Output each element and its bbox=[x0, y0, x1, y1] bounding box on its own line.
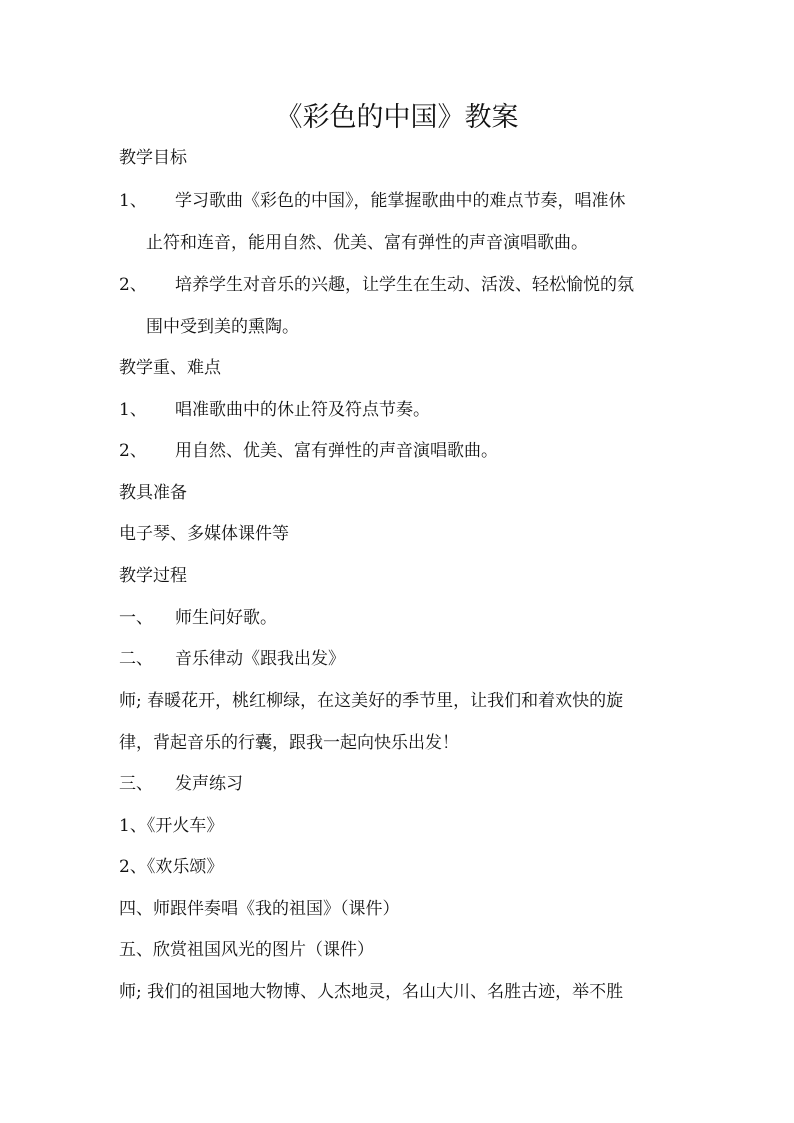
objective-1 bbox=[119, 189, 626, 213]
exercise-2: 2、《欢乐颂》 bbox=[119, 857, 224, 877]
step-2-number: 二、 bbox=[119, 649, 153, 669]
teacher-speech-1-line-1: 师; 春暖花开，桃红柳绿，在这美好的季节里，让我们和着欢快的旋 bbox=[119, 691, 624, 711]
objective-2-text: 培养学生对音乐的兴趣，让学生在生动、活泼、轻松愉悦的氛 bbox=[175, 275, 634, 295]
step-2 bbox=[119, 647, 345, 671]
keypoint-2-text: 用自然、优美、富有弹性的声音演唱歌曲。 bbox=[175, 441, 498, 461]
exercise-1: 1、《开火车》 bbox=[119, 816, 224, 836]
keypoint-2 bbox=[119, 439, 498, 463]
teacher-speech-1-line-2: 律，背起音乐的行囊，跟我一起向快乐出发！ bbox=[119, 733, 459, 753]
tools-heading: 教具准备 bbox=[119, 483, 187, 503]
step-1-number: 一、 bbox=[119, 608, 153, 628]
step-3-text: 发声练习 bbox=[175, 774, 243, 794]
document-title: 《彩色的中国》教案 bbox=[275, 102, 519, 133]
objective-2-number: 2、 bbox=[119, 275, 147, 295]
objective-2-continuation: 围中受到美的熏陶。 bbox=[146, 317, 299, 337]
process-heading: 教学过程 bbox=[119, 566, 187, 586]
keypoints-heading: 教学重、难点 bbox=[119, 358, 221, 378]
keypoint-1-number: 1、 bbox=[119, 400, 147, 420]
keypoint-2-number: 2、 bbox=[119, 441, 147, 461]
objective-1-text: 学习歌曲《彩色的中国》，能掌握歌曲中的难点节奏，唱准休 bbox=[175, 191, 626, 211]
objective-1-continuation: 止符和连音，能用自然、优美、富有弹性的声音演唱歌曲。 bbox=[146, 233, 588, 253]
step-5: 五、欣赏祖国风光的图片（课件） bbox=[119, 940, 374, 960]
objective-2 bbox=[119, 273, 634, 297]
objectives-heading: 教学目标 bbox=[119, 148, 187, 168]
teacher-speech-2-line-1: 师; 我们的祖国地大物博、人杰地灵，名山大川、名胜古迹，举不胜 bbox=[119, 982, 624, 1002]
step-2-text: 音乐律动《跟我出发》 bbox=[175, 649, 345, 669]
step-4: 四、师跟伴奏唱《我的祖国》（课件） bbox=[119, 899, 400, 919]
step-1 bbox=[119, 606, 277, 630]
keypoint-1 bbox=[119, 398, 430, 422]
step-1-text: 师生问好歌。 bbox=[175, 608, 277, 628]
tools-text: 电子琴、多媒体课件等 bbox=[119, 524, 289, 544]
step-3 bbox=[119, 772, 243, 796]
step-3-number: 三、 bbox=[119, 774, 153, 794]
objective-1-number: 1、 bbox=[119, 191, 147, 211]
keypoint-1-text: 唱准歌曲中的休止符及符点节奏。 bbox=[175, 400, 430, 420]
